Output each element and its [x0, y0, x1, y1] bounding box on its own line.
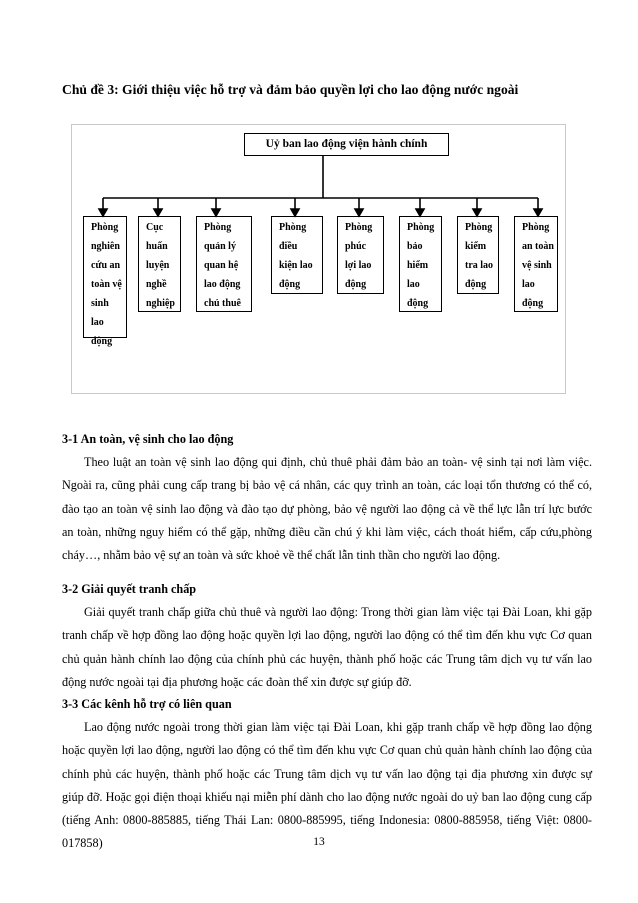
department-label-line: lao — [522, 279, 535, 290]
org-chart-department-box — [271, 216, 323, 294]
department-label-line: quan hệ — [204, 260, 239, 271]
org-chart-root: Uỷ ban lao động viện hành chính — [244, 133, 449, 156]
department-label-line: an toàn — [522, 241, 554, 252]
department-label-line: Phòng — [204, 222, 232, 233]
department-label-line: toàn vệ — [91, 279, 122, 290]
department-label-line: động — [522, 298, 544, 309]
org-chart-department-box — [457, 216, 499, 294]
department-label-line: chủ thuê — [204, 298, 241, 309]
department-label-line: nghiệp — [146, 298, 175, 309]
department-label-line: luyện — [146, 260, 170, 271]
department-label-line: vệ sinh — [522, 260, 552, 271]
department-label-line: động — [345, 279, 367, 290]
section-body: Giải quyết tranh chấp giữa chủ thuê và người lao động: Trong thời gian làm việc tại Đài Loan, khi gặp tranh chấp về hợp đồng lao động hoặc quyền lợi lao động, người lao động có thể tìm đến khu vực Cơ quan chủ quản hành chính lao động của chính phủ các huyện, thành phố hoặc các Trung tâm dịch vụ tư vấn lao động nước ngoài tại địa phương hoặc các đoàn thể xin được sự giúp đỡ. — [62, 605, 592, 689]
department-label-line: kiện lao — [279, 260, 313, 271]
department-label-line: động — [465, 279, 487, 290]
page-title: Chủ đề 3: Giới thiệu việc hỗ trợ và đảm bảo quyền lợi cho lao động nước ngoài — [62, 82, 519, 97]
department-label-line: động — [407, 298, 429, 309]
department-label-line: Phòng — [345, 222, 373, 233]
org-chart-department-box — [337, 216, 384, 294]
department-label-line: huấn — [146, 241, 168, 252]
org-chart-department-box — [196, 216, 252, 312]
department-label-line: lao động — [204, 279, 241, 290]
department-label-line: lao — [407, 279, 420, 290]
department-label-line: sinh — [91, 298, 109, 309]
department-label-line: nghề — [146, 279, 167, 290]
department-label-line: Phòng — [91, 222, 119, 233]
org-chart-department-box — [514, 216, 558, 312]
section-body: Theo luật an toàn vệ sinh lao động qui định, chủ thuê phải đảm bảo an toàn- vệ sinh tại nơi làm việc. Ngoài ra, cũng phải cung cấp trang bị bảo vệ cá nhân, các quy trình an toàn, các loại tổn thương có thể có, đào tạo an toàn vệ sinh lao động và đào tạo dự phòng, bảo vệ người lao động cả về thể lực lẫn trí lực bước an toàn, những nguy hiểm có thể gặp, những điều cần chú ý khi làm việc, cách thoát hiểm, cấp cứu,phòng cháy…, nhằm bảo vệ sự an toàn và sức khoẻ về thể chất lẫn tinh thần cho người lao động. — [62, 455, 592, 563]
department-label-line: lao động — [91, 317, 113, 347]
section-heading: 3-3 Các kênh hỗ trợ có liên quan — [62, 697, 232, 711]
page-number: 13 — [313, 836, 325, 848]
department-label-line: cứu an — [91, 260, 121, 271]
department-label-line: Phòng — [279, 222, 307, 233]
department-label-line: động — [279, 279, 301, 290]
department-label-line: bảo — [407, 241, 423, 252]
department-label-line: Cục — [146, 222, 164, 233]
department-label-line: Phòng — [407, 222, 435, 233]
department-label-line: điều — [279, 241, 298, 252]
department-label-line: quản lý — [204, 241, 236, 252]
department-label-line: lợi lao — [345, 260, 372, 271]
org-chart-department-box — [138, 216, 181, 312]
department-label-line: hiểm — [407, 260, 429, 271]
department-label-line: kiểm — [465, 241, 487, 252]
org-chart-department-box — [83, 216, 127, 347]
department-label-line: Phòng — [465, 222, 493, 233]
section-body: Lao động nước ngoài trong thời gian làm việc tại Đài Loan, khi gặp tranh chấp về hợp đồng lao động hoặc quyền lợi lao động, người lao động có thể tìm đến khu vực Cơ quan chủ quản hành chính lao động của chính phủ các huyện, thành phố hoặc các Trung tâm dịch vụ tư vấn lao động tại địa phương xin được sự giúp đỡ. Hoặc gọi điện thoại khiếu nại miễn phí dành cho lao động nước ngoài do uỷ ban lao động cung cấp (tiếng Anh: 0800-885885, tiếng Thái Lan: 0800-885995, tiếng Indonesia: 0800-885958, tiếng Việt: 0800-017858) — [62, 720, 592, 851]
department-label-line: phúc — [345, 241, 367, 252]
department-label-line: nghiên — [91, 241, 120, 252]
section-3-2 — [62, 578, 592, 694]
section-heading: 3-1 An toàn, vệ sinh cho lao động — [62, 432, 234, 446]
section-3-3 — [62, 693, 592, 855]
section-3-1 — [62, 428, 592, 567]
org-chart-department-box — [399, 216, 442, 312]
section-heading: 3-2 Giải quyết tranh chấp — [62, 582, 197, 596]
department-label-line: Phòng — [522, 222, 550, 233]
department-label-line: tra lao — [465, 260, 494, 271]
